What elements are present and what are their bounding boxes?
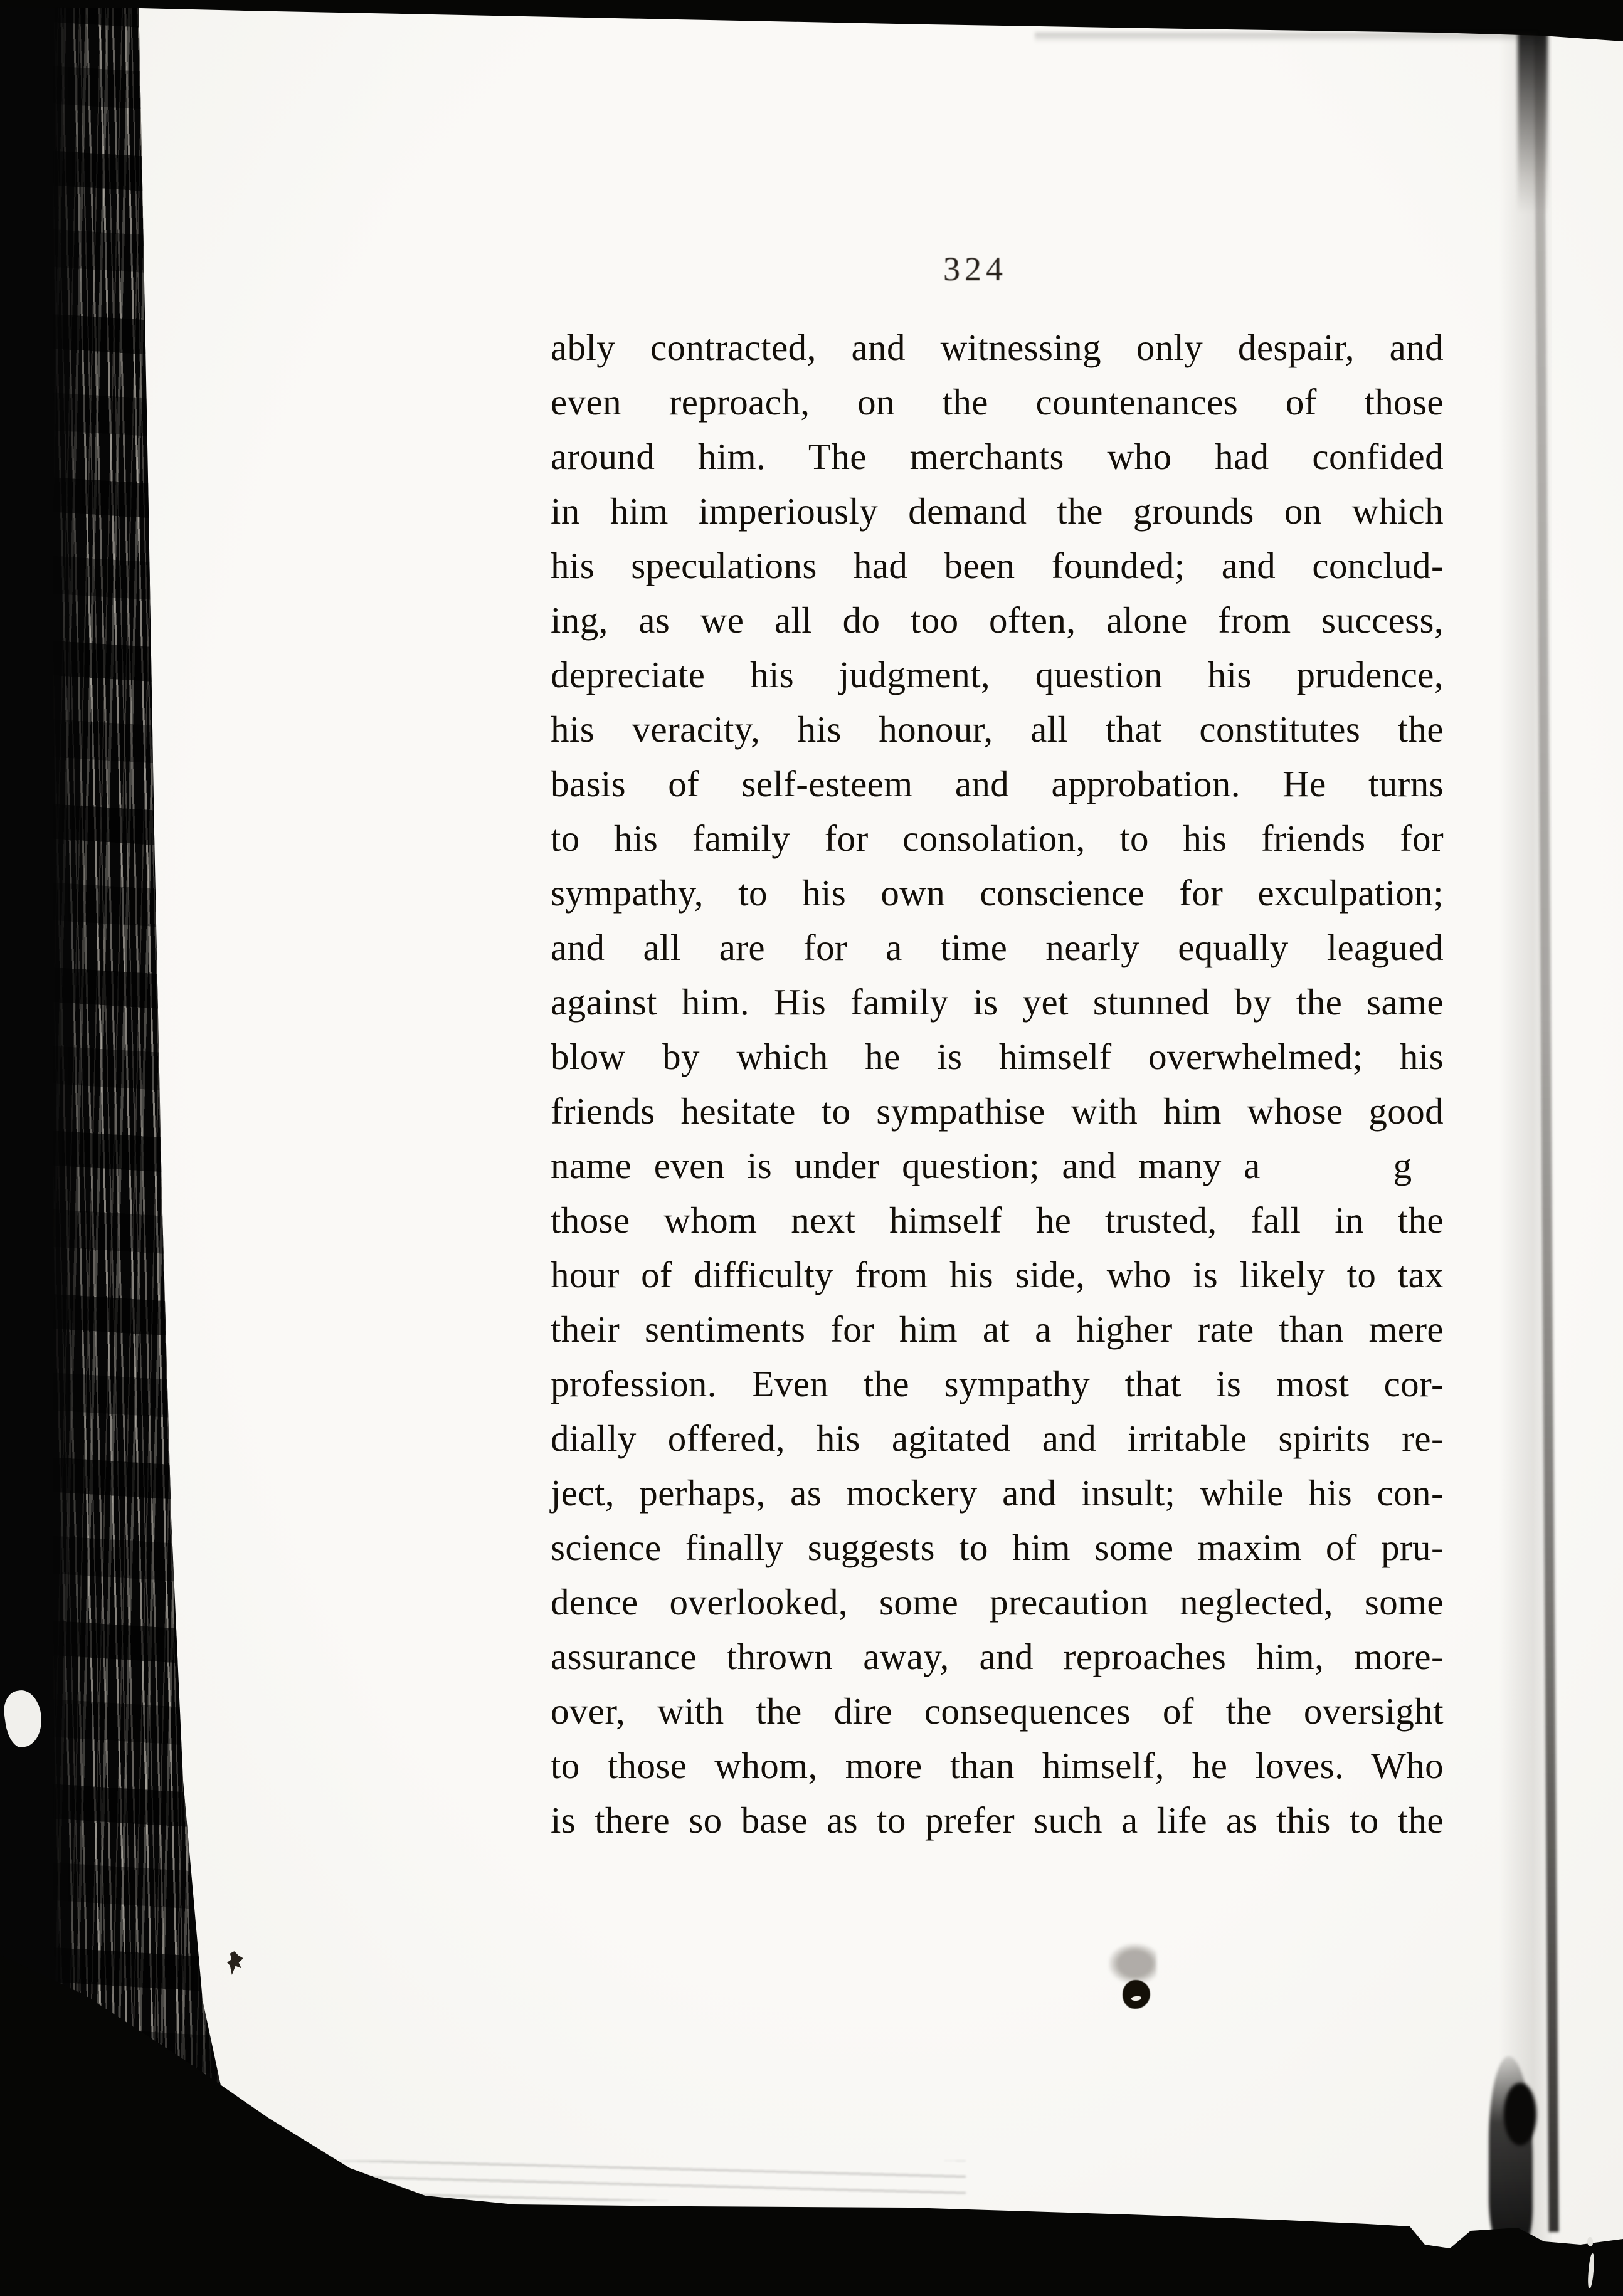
ink-smudge: [1109, 1944, 1156, 1984]
text-line: blow by which he is himself overwhelmed; his: [551, 1036, 1444, 1077]
text-line: profession. Even the sympathy that is most cor-: [551, 1363, 1444, 1404]
body-text: [551, 320, 1444, 1848]
fold-top-smudge: [1518, 31, 1548, 213]
text-line: his speculations had been founded; and conclud-: [551, 545, 1444, 586]
text-line: depreciate his judgment, question his prudence,: [551, 654, 1444, 695]
scan-scratch-dot: [1587, 2237, 1593, 2246]
text-line: dence overlooked, some precaution neglected, some: [551, 1581, 1444, 1623]
text-line: ject, perhaps, as mockery and insult; while his con-: [551, 1472, 1444, 1514]
text-line: sympathy, to his own conscience for exculpation;: [551, 872, 1444, 914]
text-line: to his family for consolation, to his friends for: [551, 818, 1444, 859]
text-line: those whom next himself he trusted, fall in the: [551, 1199, 1444, 1241]
spine-paper-fleck: [1, 1688, 45, 1749]
text-line: even reproach, on the countenances of those: [551, 381, 1444, 423]
scan-bottom-fringe: [339, 2161, 966, 2201]
page-number: 324: [943, 250, 1007, 288]
text-line: in him imperiously demand the grounds on which: [551, 490, 1444, 532]
text-line: friends hesitate to sympathise with him whose good: [551, 1090, 1444, 1132]
text-line: assurance thrown away, and reproaches him, more-: [551, 1636, 1444, 1677]
text-line: and all are for a time nearly equally leagued: [551, 927, 1444, 968]
scan-top-fringe: [1035, 33, 1536, 43]
text-line: ably contracted, and witnessing only despair, and: [551, 327, 1444, 368]
text-line: to those whom, more than himself, he loves. Who: [551, 1745, 1444, 1786]
text-line: name even is under question; and many a g: [551, 1145, 1444, 1186]
fold-bottom-blot: [1504, 2083, 1536, 2146]
text-line: basis of self-esteem and approbation. He turns: [551, 763, 1444, 804]
text-line: science finally suggests to him some maxim of pru-: [551, 1527, 1444, 1568]
text-line: their sentiments for him at a higher rate than mere: [551, 1309, 1444, 1350]
text-line: dially offered, his agitated and irritable spirits re-: [551, 1418, 1444, 1459]
text-line: is there so base as to prefer such a life as this to the: [551, 1799, 1444, 1841]
text-line: over, with the dire consequences of the oversight: [551, 1690, 1444, 1732]
text-line: around him. The merchants who had confided: [551, 436, 1444, 477]
text-line: against him. His family is yet stunned by the same: [551, 981, 1444, 1023]
text-line: ing, as we all do too often, alone from success,: [551, 599, 1444, 641]
text-line: hour of difficulty from his side, who is likely to tax: [551, 1254, 1444, 1295]
text-line: his veracity, his honour, all that constitutes the: [551, 708, 1444, 750]
